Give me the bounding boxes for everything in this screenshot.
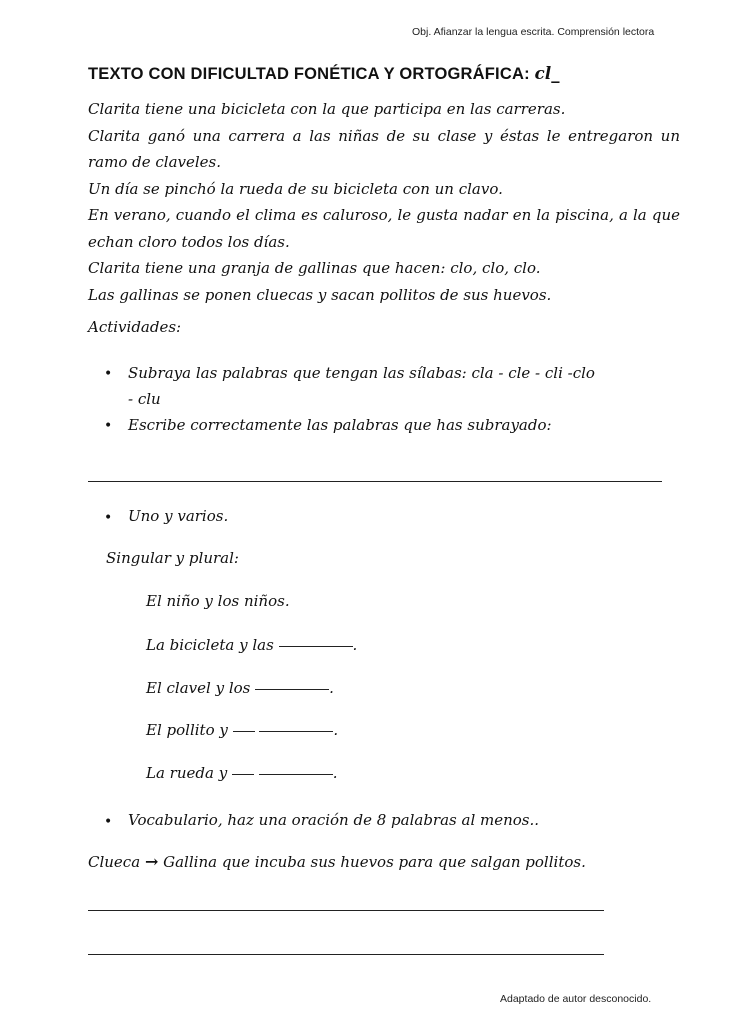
fill-blank[interactable] [259,730,333,732]
activity-uno-varios: Uno y varios. [128,507,229,525]
bullet-icon: • [104,366,113,382]
sentence-5: Clarita tiene una granja de gallinas que hacen: clo, clo, clo. [88,259,541,277]
title-main: TEXTO CON DIFICULTAD FONÉTICA Y ORTOGRÁFICA: [88,65,530,83]
sentence-4: En verano, cuando el clima es caluroso, le gusta nadar en la piscina, a la que echan cloro todos los días. [88,206,680,251]
sp-row-pollito: El pollito y . [146,721,339,739]
sp-bicicleta-label: La bicicleta y las [146,636,274,654]
fill-blank-article[interactable] [233,730,255,732]
sp-row-clavel: El clavel y los . [146,679,334,697]
arrow-right-icon: → [144,852,159,871]
answer-line[interactable] [88,481,662,482]
singular-plural-heading: Singular y plural: [106,549,239,567]
sp-example: El niño y los niños. [146,592,290,610]
page-title [88,64,560,84]
answer-line[interactable] [88,910,604,911]
title-tag: cl_ [534,64,560,83]
sentence-2: Clarita ganó una carrera a las niñas de su clase y éstas le entregaron un ramo de claveles. [88,126,680,171]
clueca-definition-row [88,852,586,871]
footer-credit: Adaptado de autor desconocido. [500,993,652,1005]
reading-text [88,96,680,308]
fill-blank-article[interactable] [232,773,254,775]
header-objective: Obj. Afianzar la lengua escrita. Comprensión lectora [412,26,655,38]
fill-blank[interactable] [279,645,353,647]
activity-underline-cont: - clu [128,390,161,408]
sp-row-rueda: La rueda y . [146,764,338,782]
fill-blank[interactable] [259,773,333,775]
sp-rueda-label: La rueda y [146,764,228,782]
sentence-3: Un día se pinchó la rueda de su bicicleta con un clavo. [88,179,503,198]
sp-row-bicicleta: La bicicleta y las . [146,636,358,654]
sentence-1: Clarita tiene una bicicleta con la que participa en las carreras. [88,100,566,118]
activity-underline: Subraya las palabras que tengan las sílabas: cla - cle - cli -clo [128,364,595,382]
sp-clavel-label: El clavel y los [146,679,251,697]
sp-pollito-label: El pollito y [146,721,228,739]
activity-vocabulario: Vocabulario, haz una oración de 8 palabras al menos.. [128,811,540,829]
activities-heading: Actividades: [88,318,182,336]
fill-blank[interactable] [255,688,329,690]
bullet-icon: • [104,418,113,434]
clueca-word: Clueca [88,853,141,871]
clueca-definition: Gallina que incuba sus huevos para que salgan pollitos. [163,853,586,871]
activity-rewrite: Escribe correctamente las palabras que has subrayado: [128,416,552,434]
bullet-icon: • [104,510,113,526]
bullet-icon: • [104,814,113,830]
answer-line[interactable] [88,954,604,955]
sentence-6: Las gallinas se ponen cluecas y sacan pollitos de sus huevos. [88,285,552,304]
